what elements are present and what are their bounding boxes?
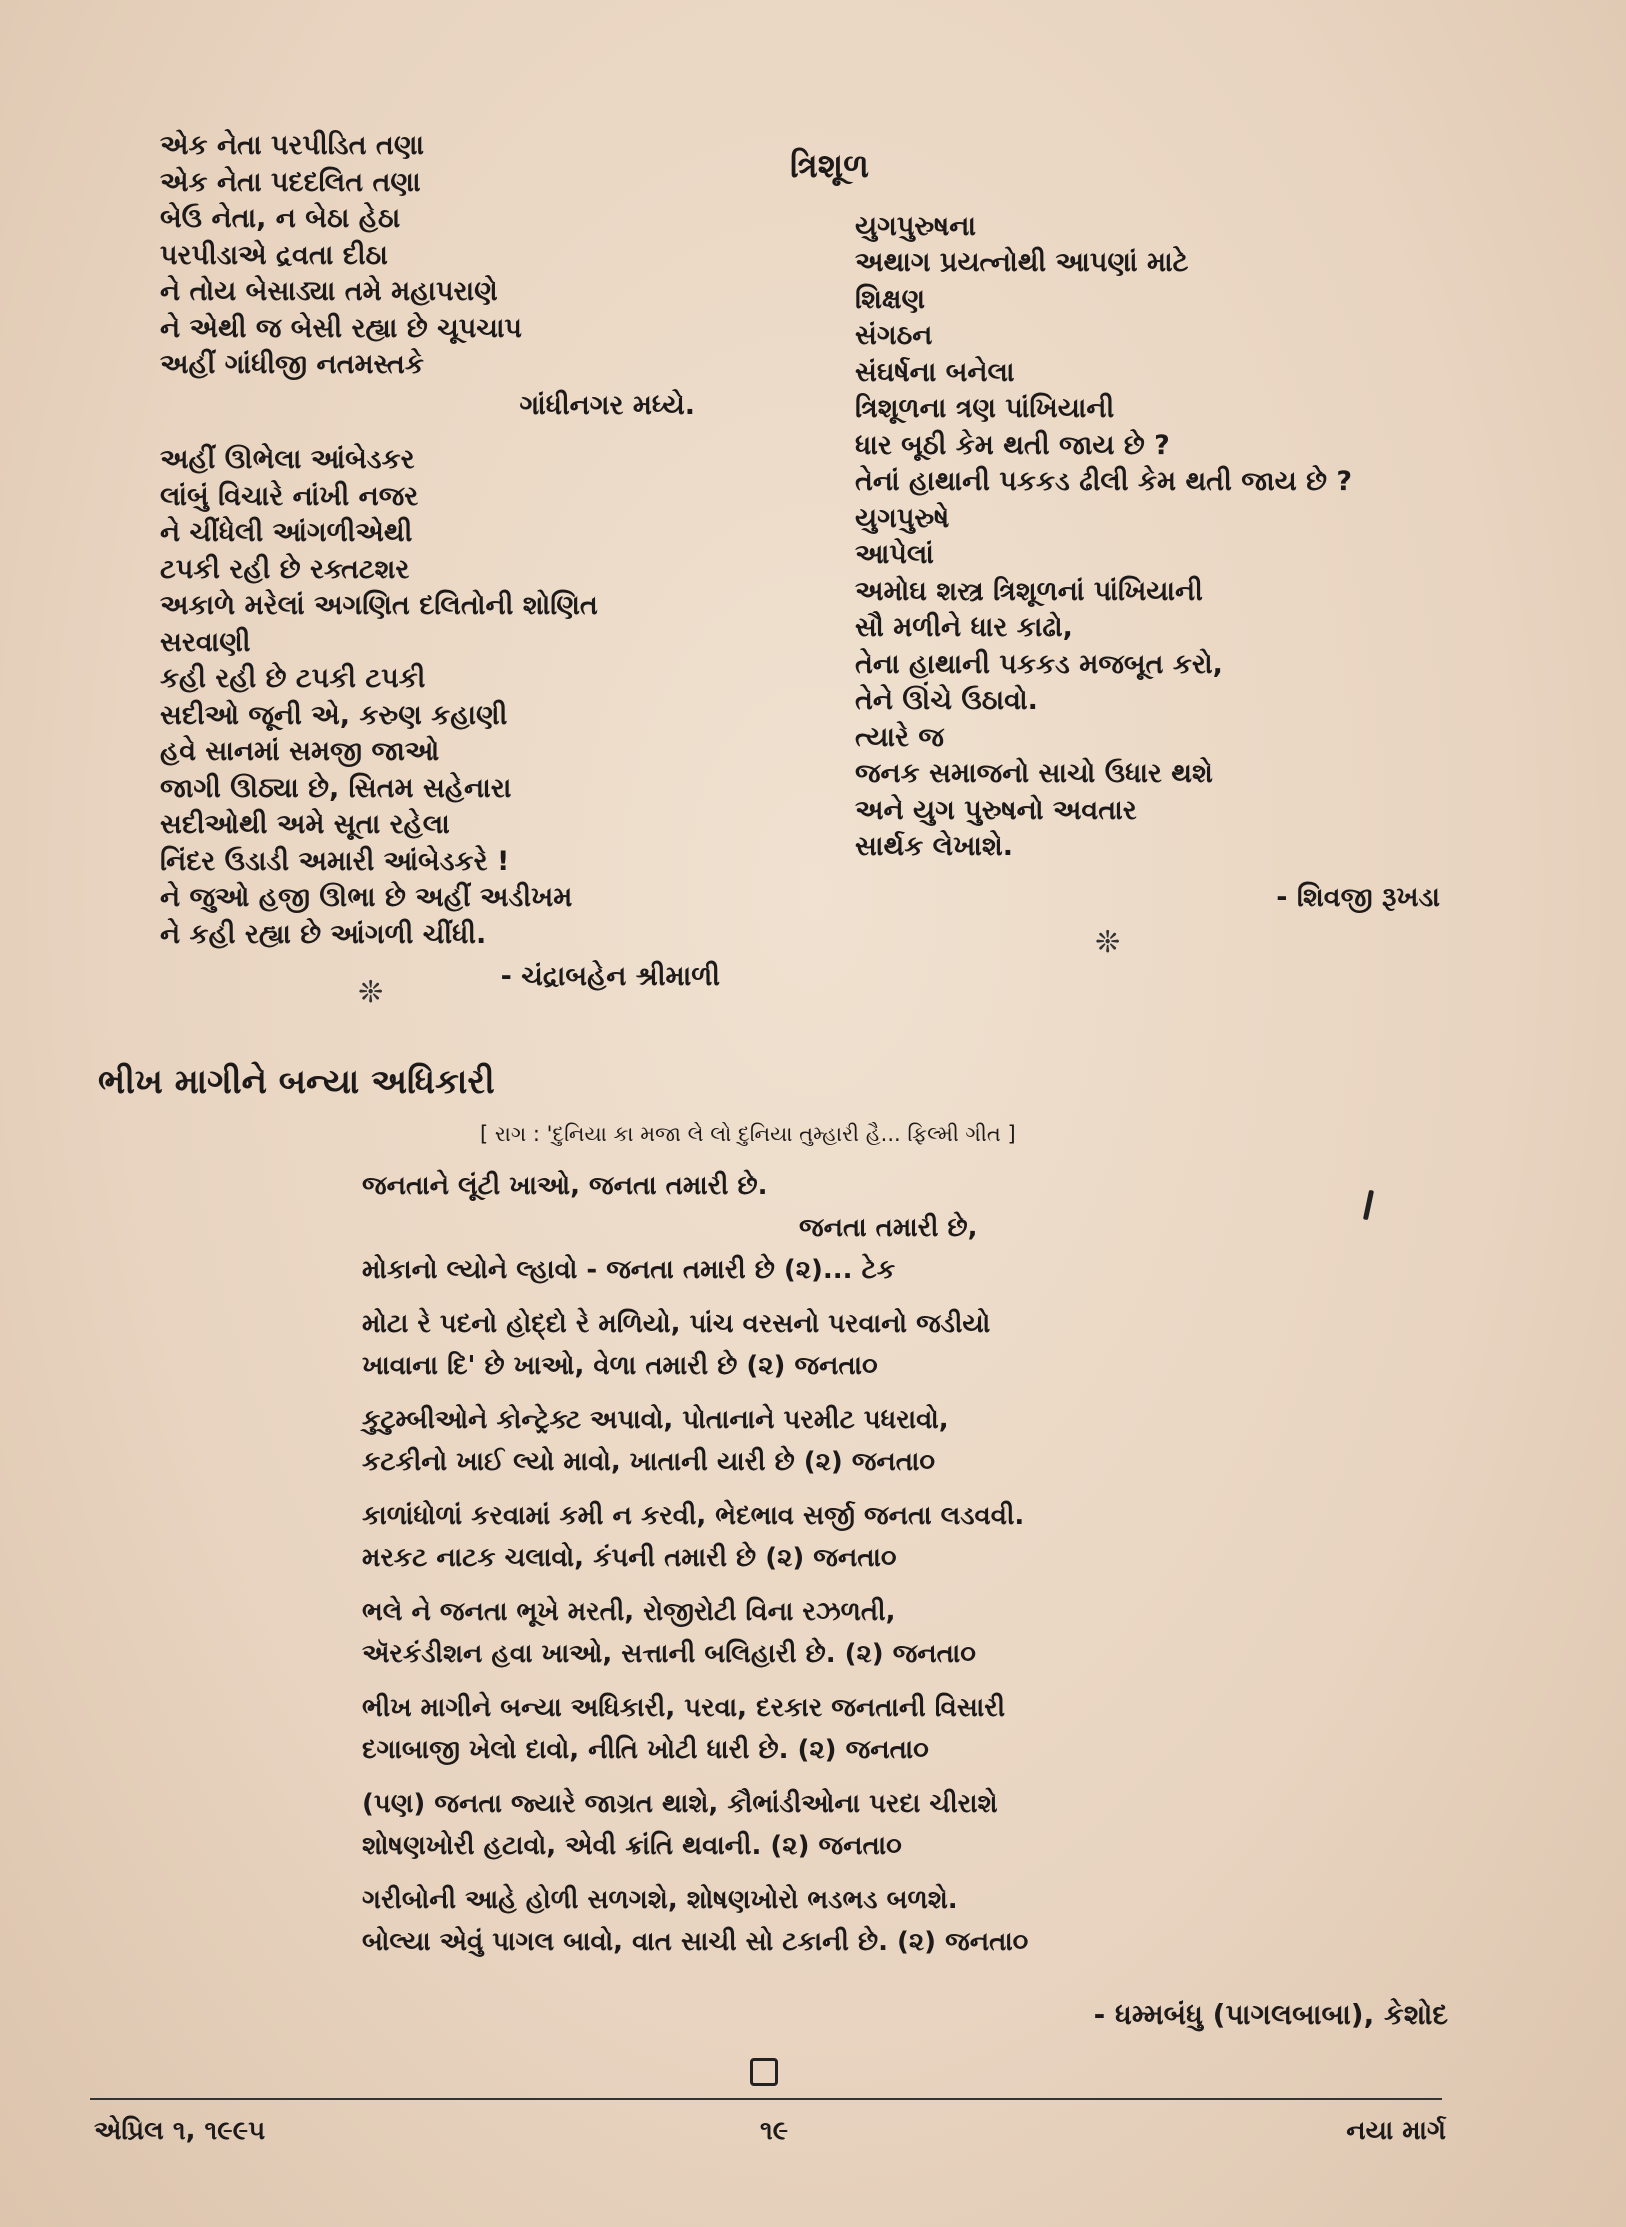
poem-line: નિંદર ઉડાડી અમારી આંબેડકરે ! [160,845,510,877]
poem-line: સૌ મળીને ધાર કાઢો, [855,612,1073,643]
poem-line: આપેલાં [855,539,934,570]
poem-line: સદીઓથી અમે સૂતા રહેલા [160,809,450,840]
left-poem-stanza-2 [160,442,720,953]
poem-line: ત્રિશૂળના ત્રણ પાંખિયાની [855,393,1115,424]
song-line: જનતાને લૂંટી ખાઓ, જનતા તમારી છે. [362,1171,768,1201]
poem-line: લાંબું વિચારે નાંખી નજર [160,480,419,512]
poem-line: તેને ઊંચે ઉઠાવો. [855,685,1038,716]
poem-line: ને તોય બેસાડ્યા તમે મહાપરાણે [160,276,498,307]
poem-line: ને જુઓ હજી ઊભા છે અહીં અડીખમ [160,882,573,913]
poem-line: અને યુગ પુરુષનો અવતાર [855,794,1137,826]
poem-line: બેઉ નેતા, ન બેઠા હેઠા [160,203,401,234]
poem-line: ત્યારે જ [855,721,944,753]
poem-line: ને કહી રહ્યા છે આંગળી ચીંધી. [160,918,487,950]
right-poem-body [855,209,1440,866]
poem-line: પરપીડાએ દ્રવતા દીઠા [160,239,388,271]
poem-line: અથાગ પ્રયત્નોથી આપણાં માટે [855,247,1189,278]
poem-line: ને ચીંધેલી આંગળીએથી [160,517,413,548]
poem-line: હવે સાનમાં સમજી જાઓ [160,736,440,767]
left-poem-stanza-1 [160,128,720,384]
song-line: ભલે ને જનતા ભૂખે મરતી, રોજીરોટી વિના રઝળતી, [362,1597,896,1627]
poem-line: ધાર બૂઠી કેમ થતી જાય છે ? [855,429,1170,461]
poem-line: કહી રહી છે ટપકી ટપકી [160,663,426,694]
right-poem-title: ત્રિશૂળ [790,146,869,185]
poem-line: શિક્ષણ [855,283,926,315]
footer-divider [90,2098,1442,2100]
song-line: કટકીનો ખાઈ લ્યો માવો, ખાતાની યારી છે (૨) જનતા૦ [362,1447,936,1477]
song-line: ખાવાના દિ' છે ખાઓ, વેળા તમારી છે (૨) જનતા૦ [362,1351,878,1381]
song-line: જનતા તમારી છે, [799,1213,978,1243]
song-author: - ધમ્મબંધુ (પાગલબાબા), કેશોદ [1093,1998,1448,2031]
poem-line: અમોઘ શસ્ત્ર ત્રિશૂળનાં પાંખિયાની [855,575,1203,607]
song-line: ભીખ માગીને બન્યા અધિકારી, પરવા, દરકાર જનતાની વિસારી [362,1693,1006,1723]
end-of-article-icon [750,2058,778,2086]
ink-mark [1363,1190,1374,1220]
song-title: ભીખ માગીને બન્યા અધિકારી [98,1062,495,1102]
poem-line: તેનાં હાથાની પકકડ ઢીલી કેમ થતી જાય છે ? [855,466,1353,497]
poem-line: તેના હાથાની પકકડ મજબૂત કરો, [855,648,1223,680]
footer-page-number: ૧૯ [760,2116,789,2146]
poem-line: એક નેતા પદદલિત તણા [160,166,421,198]
poem-line: ટપકી રહી છે રક્તટશર [160,553,410,585]
footer-date: એપ્રિલ ૧, ૧૯૯૫ [94,2116,266,2146]
song-raag-note: [ રાગ : 'દુનિયા કા મજા લે લો દુનિયા તુમ્હારી હૈ... ફિલ્મી ગીત ] [480,1122,1016,1146]
song-line: બોલ્યા એવું પાગલ બાવો, વાત સાચી સો ટકાની છે. (૨) જનતા૦ [362,1927,1029,1957]
poem-line: અહીં ગાંધીજી નતમસ્તકે [160,349,424,380]
song-line: ગરીબોની આહે હોળી સળગશે, શોષણખોરો ભડભડ બળશે. [362,1885,958,1915]
song-line: મોટા રે પદનો હોદ્દો રે મળિયો, પાંચ વરસનો પરવાનો જડીયો [362,1309,991,1339]
poem-line: યુગપુરુષના [855,210,976,242]
poem-line: સંગઠન [855,320,933,351]
poem-line: અહીં ઊભેલા આંબેડકર [160,444,415,475]
separator-star-icon: ❊ [358,975,384,1010]
right-poem [790,148,1440,916]
song-line: મરકટ નાટક ચલાવો, કંપની તમારી છે (૨) જનતા૦ [362,1543,897,1573]
poem-line: જાગી ઊઠ્યા છે, સિતમ સહેનારા [160,772,512,804]
song-line: કુટુમ્બીઓને કોન્ટ્રેક્ટ અપાવો, પોતાનાને પરમીટ પધરાવો, [362,1405,949,1435]
poem-line: યુગપુરુષે [855,502,950,534]
poem-line: સાર્થક લેખાશે. [855,831,1013,862]
footer-magazine-name: નયા માર્ગ [1346,2116,1446,2146]
poem-line: સદીઓ જૂની એ, કરુણ કહાણી [160,699,508,731]
separator-star-icon: ❊ [1095,925,1121,960]
song-line: દગાબાજી ખેલો દાવો, નીતિ ખોટી ધારી છે. (૨) જનતા૦ [362,1735,929,1765]
song-line: કાળાંધોળાં કરવામાં કમી ન કરવી, ભેદભાવ સર્જી જનતા લડવવી. [362,1501,1025,1531]
song-line: મોકાનો લ્યોને લ્હાવો - જનતા તમારી છે (૨)... ટેક [362,1255,896,1285]
poem-line: ને એથી જ બેસી રહ્યા છે ચૂપચાપ [160,312,522,344]
song-line: શોષણખોરી હટાવો, એવી ક્રાંતિ થવાની. (૨) જનતા૦ [362,1831,902,1861]
poem-place-line: ગાંધીનગર મધ્યે. [519,389,695,421]
left-poem-author: - ચંદ્રાબહેન શ્રીમાળી [500,961,720,992]
poem-line: સંઘર્ષના બનેલા [855,356,1015,388]
song-line: ઍરકંડીશન હવા ખાઓ, સત્તાની બલિહારી છે. (૨) જનતા૦ [362,1639,976,1669]
poem-line: જનક સમાજનો સાચો ઉધાર થશે [855,758,1213,789]
song-line: (પણ) જનતા જ્યારે જાગ્રત થાશે, કૌભાંડીઓના પરદા ચીરાશે [362,1789,998,1819]
left-poem [160,128,720,996]
poem-line: એક નેતા પરપીડિત તણા [160,130,424,161]
right-poem-author: - શિવજી રૂખડા [1276,881,1440,913]
song-body [362,1165,1028,1963]
poem-line: સરવાણી [160,626,251,658]
poem-line: અકાળે મરેલાં અગણિત દલિતોની શોણિત [160,590,598,621]
